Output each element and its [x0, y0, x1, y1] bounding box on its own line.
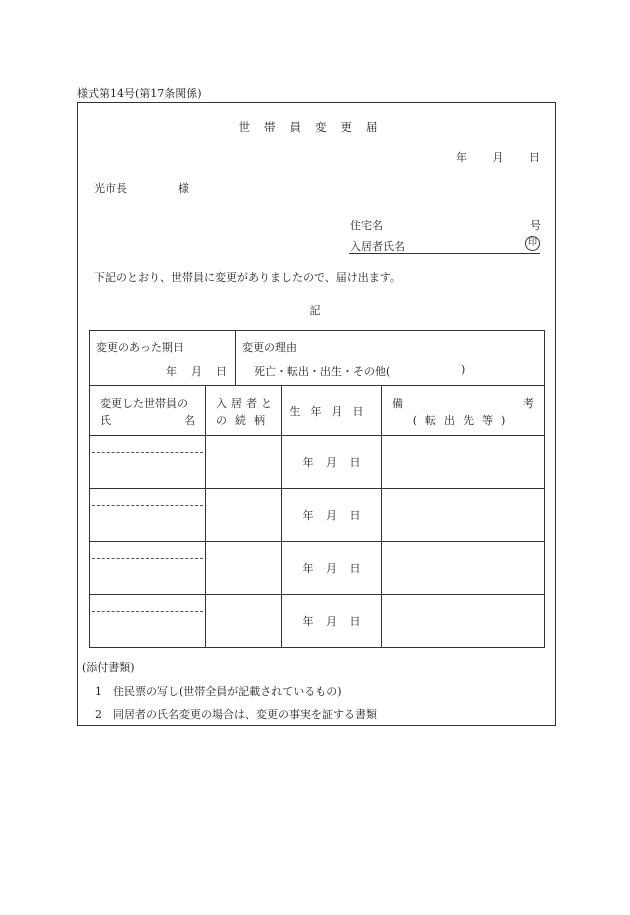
birth-month: 月	[326, 562, 338, 575]
attachments-heading: (添付書類)	[82, 661, 135, 674]
change-date-day: 日	[216, 365, 228, 378]
signature-underline	[349, 253, 540, 254]
header-birthdate: 生年月日	[282, 386, 382, 436]
header-remarks-left: 備	[392, 397, 404, 410]
member-change-table	[89, 330, 545, 648]
attachment-text: 住民票の写し(世帯全員が記載されているもの)	[113, 685, 342, 698]
ki-heading: 記	[309, 304, 321, 317]
header-relation	[206, 386, 282, 436]
header-member-name-line2	[90, 411, 205, 428]
relation-cell[interactable]	[206, 489, 282, 542]
birth-day: 日	[349, 562, 361, 575]
attachment-number: 1	[95, 685, 102, 698]
date-day: 日	[529, 151, 540, 164]
birthdate-ymd	[303, 613, 361, 629]
birth-year: 年	[302, 509, 314, 522]
birthdate-cell[interactable]	[282, 542, 382, 595]
header-relation-line2: の続柄	[216, 414, 273, 427]
residence-number-suffix: 号	[530, 219, 541, 232]
header-member-name-line1: 変更した世帯員の	[100, 397, 188, 410]
change-reason-close-paren: )	[461, 363, 466, 376]
furigana-divider	[92, 611, 203, 612]
header-remarks-right: 考	[523, 397, 535, 410]
table-row	[90, 489, 545, 542]
change-reason-label: 変更の理由	[242, 341, 298, 354]
remarks-cell[interactable]	[382, 489, 545, 542]
date-year: 年	[456, 151, 467, 164]
furigana-divider	[92, 558, 203, 559]
birthdate-cell[interactable]	[282, 489, 382, 542]
member-name-cell[interactable]	[90, 489, 206, 542]
header-remarks-sub: (転出先等)	[412, 414, 514, 427]
birthdate-cell[interactable]	[282, 436, 382, 489]
seal-mark: 印	[525, 236, 540, 251]
header-member-name	[90, 386, 206, 436]
residence-label: 住宅名	[350, 219, 383, 232]
birth-year: 年	[302, 615, 314, 628]
table-row	[90, 595, 545, 648]
member-name-cell[interactable]	[90, 595, 206, 648]
relation-cell[interactable]	[206, 542, 282, 595]
table-row	[90, 436, 545, 489]
change-date-cell[interactable]	[90, 331, 236, 386]
table-row	[90, 542, 545, 595]
remarks-cell[interactable]	[382, 595, 545, 648]
remarks-cell[interactable]	[382, 542, 545, 595]
form-title: 世帯員変更届	[238, 120, 392, 134]
birth-year: 年	[302, 456, 314, 469]
member-name-cell[interactable]	[90, 436, 206, 489]
birthdate-ymd	[303, 507, 361, 523]
addressee-name: 光市長	[94, 182, 127, 195]
relation-cell[interactable]	[206, 436, 282, 489]
header-remarks-line1	[382, 386, 544, 411]
change-reason-cell[interactable]	[236, 331, 545, 386]
applicant-name-label: 入居者氏名	[350, 240, 405, 253]
birth-month: 月	[326, 456, 338, 469]
relation-cell[interactable]	[206, 595, 282, 648]
header-member-name-right: 名	[184, 414, 195, 427]
form-number-label: 様式第14号(第17条関係)	[77, 87, 202, 100]
header-member-name-left: 氏	[100, 414, 111, 427]
declaration-statement: 下記のとおり、世帯員に変更がありましたので、届け出ます。	[94, 271, 401, 284]
birthdate-cell[interactable]	[282, 595, 382, 648]
furigana-divider	[92, 452, 203, 453]
birth-day: 日	[349, 615, 361, 628]
birth-day: 日	[349, 509, 361, 522]
addressee-honorific: 様	[178, 182, 189, 195]
remarks-cell[interactable]	[382, 436, 545, 489]
furigana-divider	[92, 505, 203, 506]
attachment-item	[95, 683, 342, 699]
birth-day: 日	[349, 456, 361, 469]
change-reason-options: 死亡・転出・出生・その他(	[254, 365, 391, 378]
change-date-label: 変更のあった期日	[96, 341, 184, 354]
change-date-month: 月	[191, 365, 203, 378]
birthdate-ymd	[303, 560, 361, 576]
member-name-cell[interactable]	[90, 542, 206, 595]
header-remarks	[382, 386, 545, 436]
header-relation-line1: 入居者と	[216, 397, 276, 410]
attachment-number: 2	[95, 708, 102, 721]
attachment-item	[95, 706, 377, 722]
birth-year: 年	[302, 562, 314, 575]
birth-month: 月	[326, 615, 338, 628]
birth-month: 月	[326, 509, 338, 522]
change-date-value	[90, 355, 235, 379]
change-reason-options-row	[236, 355, 544, 379]
birthdate-ymd	[303, 454, 361, 470]
date-month: 月	[492, 151, 504, 164]
attachment-text: 同居者の氏名変更の場合は、変更の事実を証する書類	[113, 708, 377, 721]
change-date-year: 年	[166, 365, 178, 378]
submission-date	[456, 149, 540, 165]
